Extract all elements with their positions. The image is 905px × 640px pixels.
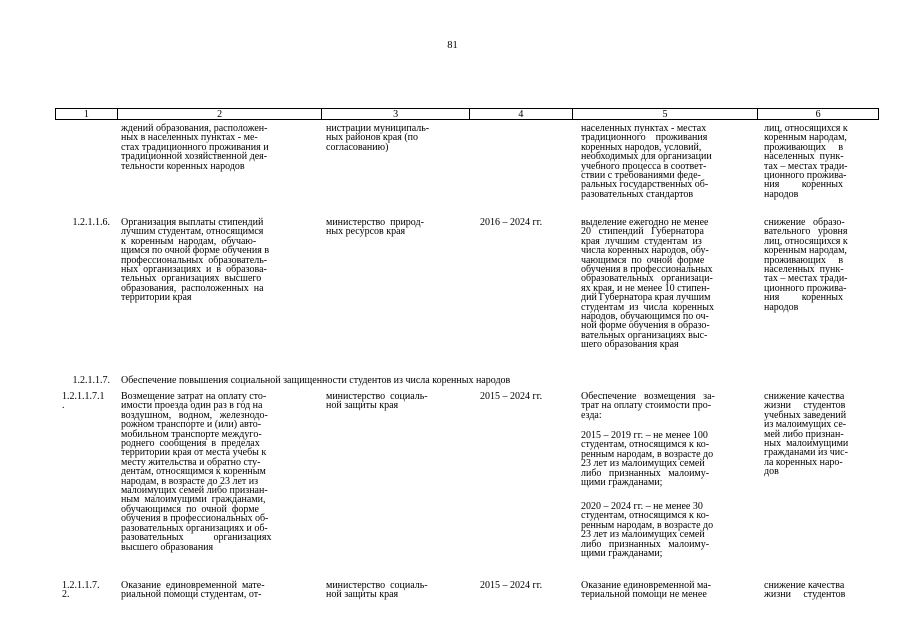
header-col-4: 4 — [470, 109, 573, 119]
row1-col6: снижение образо- вательного уровня лиц, относящихся к коренным народам, проживающих в населенных пунк- тах – местах тради- ционного прожива- ния коренных народов — [764, 217, 848, 313]
row0-col3: нистрации муниципаль- ных районов края (по согласованию) — [326, 123, 430, 153]
row1-id: 1.2.1.1.6. — [72, 217, 110, 228]
header-col-1: 1 — [56, 109, 118, 119]
row1-col3: министерство природ- ных ресурсов края — [326, 217, 424, 238]
table-header — [55, 108, 879, 120]
row1-col2: Организация выплаты стипендий лучшим студентам, относящимся к коренным народам, обучаю- щимся по очной форме обучения в профессиональных образователь- ных организациях и в образова- тельных организациях высшего образования, расположенных на территории края — [121, 217, 270, 304]
row3-id: 1.2.1.1.7.1 . — [62, 391, 105, 412]
row3-col5-period1: 2015 – 2019 гг. – не менее 100 студентам, относящимся к ко- ренным народам, в возрасте до 23 лет из малоимущих семей либо признанных малоиму- щими гражданами; — [581, 430, 714, 489]
header-col-2: 2 — [118, 109, 323, 119]
row2-span: Обеспечение повышения социальной защищенности студентов из числа коренных народов — [121, 375, 511, 386]
header-col-3: 3 — [322, 109, 470, 119]
row4-col4: 2015 – 2024 гг. — [480, 580, 543, 591]
row3-col5-period2: 2020 – 2024 гг. – не менее 30 студентам, относящимся к ко- ренным народам, в возрасте до 23 лет из малоимущих семей либо признанных малоиму- щими гражданами; — [581, 501, 714, 560]
row4-col3: министерство социаль- ной защиты края — [326, 580, 428, 601]
row1-col5: выделение ежегодно не менее 20 стипендий Губернатора края лучшим студентам из числа коренных народов, обу- чающимся по очной форме обучения в профессиональных образовательных организаци- ях края, и не менее 10 стипен- дий Губернатора края лучшим студентам из числа коренных народов, обучающимся по оч- ной форме обучения в образо- вательных организациях выс- шего образования края — [581, 217, 714, 351]
header-col-5: 5 — [573, 109, 759, 119]
row1-col4: 2016 – 2024 гг. — [480, 217, 543, 228]
row3-col2: Возмещение затрат на оплату сто- имости проезда один раз в год на воздушном, водном, железнодо- рожном транспорте и (или) авто- мобильном транспорте междугo- роднего сообщения в пределах территории края от места учебы к месту жительства и обратно сту- дентам, относящимся к коренным народам, в возрасте до 23 лет из малоимущих семей либо признан- ным малоимущими гражданами, обучающимся по очной форме обучения в профессиональных об- разовательных организациях и об- разовательных организациях высшего образования — [121, 391, 272, 553]
header-col-6: 6 — [815, 109, 821, 120]
row4-id: 1.2.1.1.7. 2. — [62, 580, 100, 601]
row3-col5-intro: Обеспечение возмещения за- трат на оплату стоимости про- езда: — [581, 391, 715, 421]
row0-col6: лиц, относящихся к коренным народам, проживающих в населенных пунк- тах – местах тради- ционного прожива- ния коренных народов — [764, 123, 848, 200]
row3-col6: снижение качества жизни студентов учебных заведений из малоимущих се- мей либо признан- ных малоимущими гражданами из чис- ла коренных наро- дов — [764, 391, 849, 478]
row2-id: 1.2.1.1.7. — [72, 375, 110, 386]
row4-col6: снижение качества жизни студентов — [764, 580, 846, 601]
row3-col4: 2015 – 2024 гг. — [480, 391, 543, 402]
row3-col3: министерство социаль- ной защиты края — [326, 391, 428, 412]
row0-col5: населенных пунктах - местах традиционного проживания коренных народов, условий, необходимых для организации учебного процесса в соответ- ствии с требованиями феде- ральных государственных об- разовательных стандартов — [581, 123, 712, 200]
row4-col2: Оказание единовременной мате- риальной помощи студентам, от- — [121, 580, 265, 601]
row0-col2: ждений образования, расположен- ных в населенных пунктах - ме- стах традиционного проживания и традиционной хозяйственной дея- тельности коренных народов — [121, 123, 269, 172]
row4-col5: Оказание единовременной ма- териальной помощи не менее — [581, 580, 712, 601]
page-number: 81 — [447, 40, 458, 51]
